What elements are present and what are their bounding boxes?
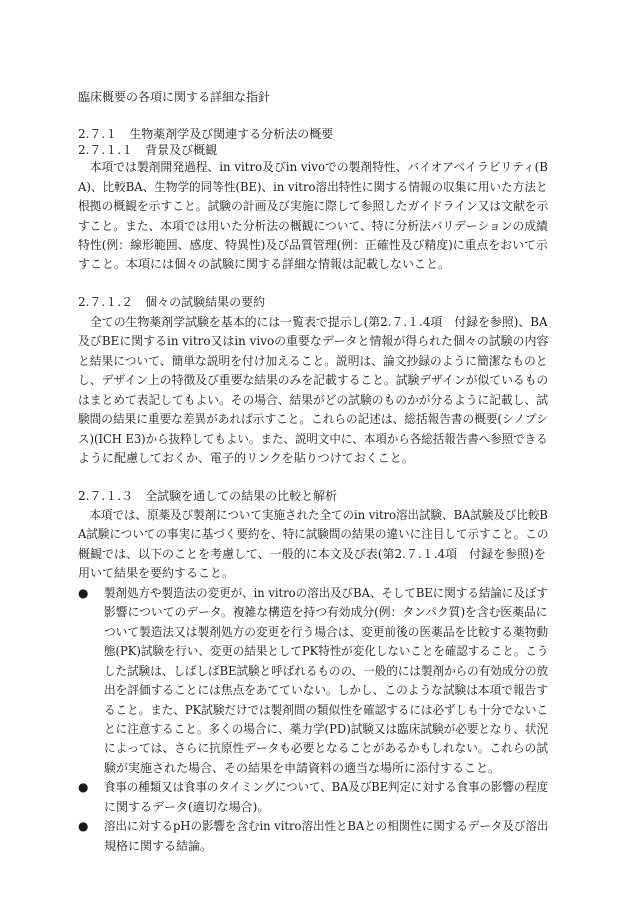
bullet-line: 食事の種類又は食事のタイミングについて、BA及びBE判定に対する食事の影響の程度 bbox=[104, 780, 549, 794]
section-heading-2-7-1: 2.７.１ 生物薬剤学及び関連する分析法の概要 bbox=[78, 127, 334, 141]
bullet-line: ついて製造法又は製剤処方の変更を行う場合は、変更前後の医薬品を比較する薬物動 bbox=[104, 625, 549, 639]
paragraph-line: 本項では製剤開発過程、in vitro及びin vivoでの製剤特性、バイオアベイラビリティ(B bbox=[78, 160, 548, 174]
paragraph-line: ように配慮しておくか、電子的リンクを貼りつけておくこと。 bbox=[78, 451, 414, 465]
paragraph-line: と結果について、簡単な説明を付け加えること。説明は、論文抄録のように簡潔なものと bbox=[78, 354, 548, 368]
bullet-line: 規格に関する結論。 bbox=[104, 839, 213, 853]
paragraph-line: ス)(ICH E3)から抜粋してもよい。また、説明文中に、本項から各総括報告書へ参照できる bbox=[78, 432, 548, 446]
bullet-line: とに注意すること。多くの場合に、薬力学(PD)試験又は臨床試験が必要となり、状況 bbox=[104, 722, 549, 736]
paragraph-line: すこと。また、本項では用いた分析法の概観について、特に分析法バリデーションの成績 bbox=[78, 219, 548, 233]
paragraph-line: し、デザイン上の特徴及び重要な結果のみを記載すること。試験デザインが似ているもの bbox=[78, 373, 549, 387]
bullet-line: 製剤処方や製造法の変更が、in vitroの溶出及びBA、そしてBEに関する結論に及ぼす bbox=[104, 586, 548, 600]
paragraph-line: 概観では、以下のことを考慮して、一般的に本文及び表(第2.７.１.4項 付録を参照)を bbox=[78, 547, 546, 561]
paragraph-line: 特性(例：線形範囲、感度、特異性)及び品質管理(例：正確性及び精度)に重点をおいて示 bbox=[78, 238, 548, 252]
bullet-marker: ● bbox=[78, 819, 89, 833]
bullet-line: ること。また、PK試験だけでは製剤間の類似性を確認するには必ずしも十分でないこ bbox=[104, 703, 549, 717]
subsection-heading-2-7-1-3: 2.７.１.３ 全試験を通しての結果の比較と解析 bbox=[78, 489, 338, 503]
document-title: 臨床概要の各項に関する詳細な指針 bbox=[78, 90, 271, 104]
paragraph-line: A)、比較BA、生物学的同等性(BE)、in vitro溶出特性に関する情報の収集に用いた方法と bbox=[78, 180, 548, 194]
paragraph-line: はまとめて表記してもよい。その場合、結果がどの試験のものかが分るように記載し、試 bbox=[78, 393, 549, 407]
bullet-line: 態(PK)試験を行い、変更の結果としてPK特性が変化しないことを確認すること。こう bbox=[104, 644, 549, 658]
paragraph-line: 験間の結果に重要な差異があれば示すこと。これらの記述は、総括報告書の概要(シノプシ bbox=[78, 412, 548, 426]
bullet-line: 影響についてのデータ。複雑な構造を持つ有効成分(例：タンパク質)を含む医薬品に bbox=[104, 605, 548, 619]
bullet-line: 溶出に対するpHの影響を含むin vitro溶出性とBAとの相関性に関するデータ及び溶出 bbox=[104, 819, 549, 833]
bullet-marker: ● bbox=[78, 780, 89, 794]
paragraph-line: A試験についての事実に基づく要約を、特に試験間の結果の違いに注目して示すこと。この bbox=[78, 527, 549, 541]
paragraph-line: すこと。本項には個々の試験に関する詳細な情報は記載しないこと。 bbox=[78, 257, 451, 271]
paragraph-line: 用いて結果を要約すること。 bbox=[78, 566, 235, 580]
bullet-line: 験が実施された場合、その結果を申請資料の適当な場所に添付すること。 bbox=[104, 761, 501, 775]
bullet-line: に関するデータ(適切な場合)。 bbox=[104, 800, 270, 814]
paragraph-line: 本項では、原薬及び製剤について実施された全てのin vitro溶出試験、BA試験及び比較B bbox=[78, 508, 548, 522]
paragraph-line: 及びBEに関するin vitro又はin vivoの重要なデータと情報が得られた個々の試験の内容 bbox=[78, 334, 549, 348]
subsection-heading-2-7-1-2: 2.７.１.２ 個々の試験結果の要約 bbox=[78, 295, 266, 309]
bullet-line: 出を評価することには焦点をあてていない。しかし、このような試験は本項で報告す bbox=[104, 683, 549, 697]
paragraph-line: 全ての生物薬剤学試験を基本的には一覧表で提示し(第2.７.１.4項 付録を参照)、BA bbox=[78, 315, 548, 329]
paragraph-line: 根拠の概観を示すこと。試験の計画及び実施に際して参照したガイドライン又は文献を示 bbox=[78, 199, 549, 213]
bullet-marker: ● bbox=[78, 586, 89, 600]
subsection-heading-2-7-1-1: 2.７.１.１ 背景及び概観 bbox=[78, 143, 218, 157]
bullet-line: した試験は、しばしばBE試験と呼ばれるものの、一般的には製剤からの有効成分の放 bbox=[104, 664, 549, 678]
bullet-line: によっては、さらに抗原性データも必要となることがあるかもしれない。これらの試 bbox=[104, 741, 549, 755]
